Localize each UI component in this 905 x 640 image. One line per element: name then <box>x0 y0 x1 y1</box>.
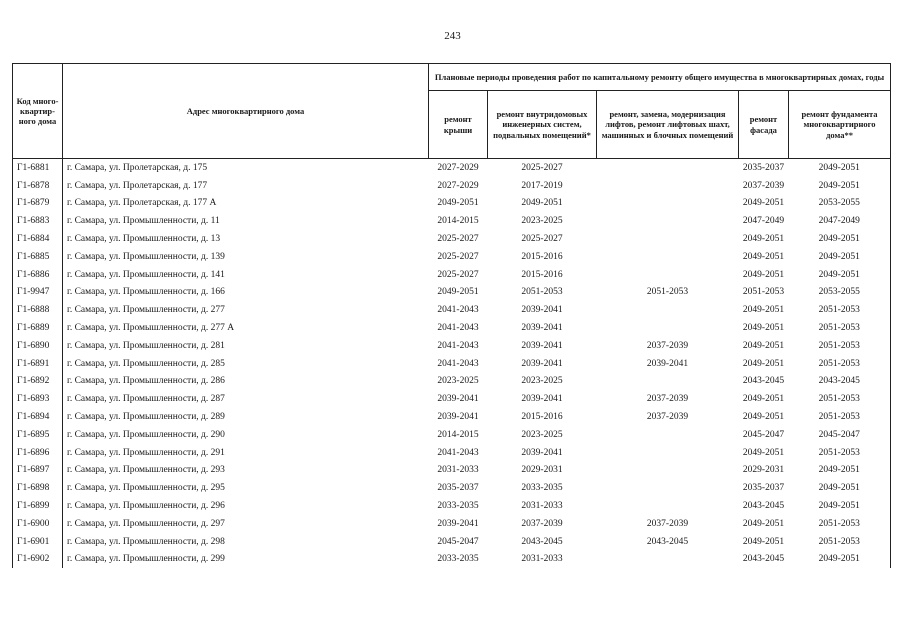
cell-roof: 2033-2035 <box>437 554 479 565</box>
table-row <box>13 337 891 355</box>
cell-systems: 2039-2041 <box>521 323 563 334</box>
cell-code: Г1-6894 <box>13 408 63 426</box>
table-row <box>13 284 891 302</box>
table-row <box>13 248 891 266</box>
cell-code: Г1-6892 <box>13 373 63 391</box>
table-row <box>13 408 891 426</box>
cell-code: Г1-6885 <box>13 248 63 266</box>
cell-systems: 2023-2025 <box>521 216 563 227</box>
cell-code: Г1-6898 <box>13 479 63 497</box>
cell-systems: 2039-2041 <box>521 447 563 458</box>
cell-roof: 2049-2051 <box>437 198 479 209</box>
cell-code: Г1-6881 <box>13 159 63 177</box>
cell-facade: 2049-2051 <box>742 412 785 423</box>
table-row <box>13 212 891 230</box>
cell-code: Г1-6901 <box>13 533 63 551</box>
cell-foundation: 2051-2053 <box>789 533 891 551</box>
cell-facade: 2049-2051 <box>742 323 785 334</box>
cell-address: г. Самара, ул. Промышленности, д. 289 <box>63 408 429 426</box>
cell-systems: 2023-2025 <box>521 376 563 387</box>
cell-address: г. Самара, ул. Промышленности, д. 291 <box>63 444 429 462</box>
cell-address: г. Самара, ул. Промышленности, д. 293 <box>63 462 429 480</box>
cell-roof: 2033-2035 <box>437 501 479 512</box>
cell-facade: 2035-2037 <box>742 162 785 173</box>
cell-facade: 2049-2051 <box>742 358 785 369</box>
cell-foundation: 2049-2051 <box>789 266 891 284</box>
header-code: Код много-квартир-ного дома <box>13 64 63 159</box>
cell-code: Г1-6888 <box>13 301 63 319</box>
cell-address: г. Самара, ул. Промышленности, д. 139 <box>63 248 429 266</box>
cell-roof: 2041-2043 <box>437 447 479 458</box>
cell-lifts <box>597 444 739 462</box>
table-row <box>13 301 891 319</box>
cell-address: г. Самара, ул. Промышленности, д. 295 <box>63 479 429 497</box>
cell-systems: 2039-2041 <box>521 305 563 316</box>
cell-code: Г1-6896 <box>13 444 63 462</box>
cell-address: г. Самара, ул. Промышленности, д. 281 <box>63 337 429 355</box>
cell-lifts <box>597 462 739 480</box>
cell-systems: 2023-2025 <box>521 429 563 440</box>
table-row <box>13 551 891 569</box>
cell-lifts <box>597 230 739 248</box>
cell-foundation: 2053-2055 <box>789 195 891 213</box>
cell-foundation: 2051-2053 <box>789 301 891 319</box>
cell-code: Г1-6886 <box>13 266 63 284</box>
cell-lifts <box>597 497 739 515</box>
cell-roof: 2035-2037 <box>437 483 479 494</box>
cell-foundation: 2053-2055 <box>789 284 891 302</box>
header-systems: ремонт внутридомовых инженерных систем, подвальных помещений* <box>488 91 597 159</box>
cell-code: Г1-6879 <box>13 195 63 213</box>
cell-roof: 2045-2047 <box>437 536 479 547</box>
header-lifts: ремонт, замена, модернизация лифтов, ремонт лифтовых шахт, машинных и блочных помещений <box>597 91 739 159</box>
cell-foundation: 2049-2051 <box>789 230 891 248</box>
cell-code: Г1-6899 <box>13 497 63 515</box>
cell-foundation: 2045-2047 <box>789 426 891 444</box>
table-header <box>13 64 891 159</box>
cell-lifts: 2043-2045 <box>646 536 689 547</box>
cell-systems: 2051-2053 <box>521 287 563 298</box>
cell-address: г. Самара, ул. Промышленности, д. 11 <box>63 212 429 230</box>
table-body <box>13 159 891 569</box>
header-periods-group: Плановые периоды проведения работ по капитальному ремонту общего имущества в многоквартирных домах, годы <box>429 64 891 91</box>
cell-facade: 2035-2037 <box>742 483 785 494</box>
table-row <box>13 319 891 337</box>
cell-systems: 2039-2041 <box>521 340 563 351</box>
cell-systems: 2015-2016 <box>521 251 563 262</box>
table-row <box>13 230 891 248</box>
cell-roof: 2031-2033 <box>437 465 479 476</box>
cell-code: Г1-6897 <box>13 462 63 480</box>
cell-code: Г1-6902 <box>13 551 63 569</box>
cell-address: г. Самара, ул. Промышленности, д. 297 <box>63 515 429 533</box>
cell-facade: 2047-2049 <box>742 216 785 227</box>
cell-lifts: 2039-2041 <box>646 358 689 369</box>
cell-facade: 2051-2053 <box>742 287 785 298</box>
cell-roof: 2025-2027 <box>437 269 479 280</box>
cell-systems: 2031-2033 <box>521 501 563 512</box>
cell-systems: 2033-2035 <box>521 483 563 494</box>
cell-foundation: 2043-2045 <box>789 373 891 391</box>
cell-roof: 2041-2043 <box>437 340 479 351</box>
cell-address: г. Самара, ул. Пролетарская, д. 177 А <box>63 195 429 213</box>
cell-lifts <box>597 266 739 284</box>
cell-lifts <box>597 426 739 444</box>
header-facade: ремонт фасада <box>739 91 789 159</box>
cell-address: г. Самара, ул. Промышленности, д. 296 <box>63 497 429 515</box>
header-foundation: ремонт фундамента многоквартирного дома** <box>789 91 891 159</box>
cell-roof: 2027-2029 <box>437 180 479 191</box>
cell-lifts <box>597 551 739 569</box>
cell-lifts <box>597 195 739 213</box>
cell-lifts: 2037-2039 <box>646 412 689 423</box>
cell-systems: 2043-2045 <box>521 536 563 547</box>
cell-facade: 2043-2045 <box>742 554 785 565</box>
table-row <box>13 444 891 462</box>
cell-lifts <box>597 248 739 266</box>
cell-lifts <box>597 177 739 195</box>
header-address: Адрес многоквартирного дома <box>63 64 429 159</box>
table-row <box>13 373 891 391</box>
cell-lifts <box>597 479 739 497</box>
table-row <box>13 462 891 480</box>
table-row <box>13 515 891 533</box>
cell-roof: 2049-2051 <box>437 287 479 298</box>
cell-foundation: 2051-2053 <box>789 319 891 337</box>
table-row <box>13 390 891 408</box>
cell-systems: 2015-2016 <box>521 269 563 280</box>
cell-code: Г1-6890 <box>13 337 63 355</box>
cell-facade: 2049-2051 <box>742 394 785 405</box>
cell-code: Г1-6895 <box>13 426 63 444</box>
cell-foundation: 2049-2051 <box>789 248 891 266</box>
cell-address: г. Самара, ул. Промышленности, д. 285 <box>63 355 429 373</box>
table-row <box>13 479 891 497</box>
cell-code: Г1-6884 <box>13 230 63 248</box>
cell-code: Г1-6900 <box>13 515 63 533</box>
cell-address: г. Самара, ул. Промышленности, д. 277 А <box>63 319 429 337</box>
cell-systems: 2031-2033 <box>521 554 563 565</box>
cell-roof: 2023-2025 <box>437 376 479 387</box>
cell-lifts: 2037-2039 <box>646 394 689 405</box>
cell-lifts <box>597 319 739 337</box>
cell-foundation: 2049-2051 <box>789 551 891 569</box>
cell-systems: 2017-2019 <box>521 180 563 191</box>
cell-facade: 2043-2045 <box>742 376 785 387</box>
cell-facade: 2037-2039 <box>742 180 785 191</box>
cell-code: Г1-6878 <box>13 177 63 195</box>
cell-foundation: 2051-2053 <box>789 408 891 426</box>
cell-foundation: 2049-2051 <box>789 177 891 195</box>
cell-lifts <box>597 373 739 391</box>
cell-foundation: 2051-2053 <box>789 515 891 533</box>
cell-address: г. Самара, ул. Промышленности, д. 299 <box>63 551 429 569</box>
table-row <box>13 177 891 195</box>
cell-facade: 2029-2031 <box>742 465 785 476</box>
cell-foundation: 2049-2051 <box>789 497 891 515</box>
cell-roof: 2027-2029 <box>437 162 479 173</box>
cell-roof: 2039-2041 <box>437 394 479 405</box>
cell-facade: 2049-2051 <box>742 536 785 547</box>
cell-address: г. Самара, ул. Промышленности, д. 290 <box>63 426 429 444</box>
cell-roof: 2039-2041 <box>437 412 479 423</box>
cell-systems: 2015-2016 <box>521 412 563 423</box>
cell-roof: 2014-2015 <box>437 429 479 440</box>
table-row <box>13 266 891 284</box>
cell-roof: 2025-2027 <box>437 251 479 262</box>
cell-systems: 2029-2031 <box>521 465 563 476</box>
repair-plan-table <box>12 63 891 568</box>
cell-code: Г1-6891 <box>13 355 63 373</box>
header-roof: ремонт крыши <box>429 91 488 159</box>
cell-facade: 2049-2051 <box>742 305 785 316</box>
cell-foundation: 2051-2053 <box>789 355 891 373</box>
cell-foundation: 2051-2053 <box>789 337 891 355</box>
cell-systems: 2039-2041 <box>521 394 563 405</box>
cell-address: г. Самара, ул. Промышленности, д. 287 <box>63 390 429 408</box>
cell-foundation: 2049-2051 <box>789 159 891 177</box>
cell-systems: 2025-2027 <box>521 162 563 173</box>
cell-address: г. Самара, ул. Промышленности, д. 298 <box>63 533 429 551</box>
table-row <box>13 159 891 177</box>
cell-roof: 2025-2027 <box>437 234 479 245</box>
cell-facade: 2049-2051 <box>742 269 785 280</box>
table-row <box>13 497 891 515</box>
cell-foundation: 2047-2049 <box>789 212 891 230</box>
cell-foundation: 2049-2051 <box>789 479 891 497</box>
cell-address: г. Самара, ул. Промышленности, д. 166 <box>63 284 429 302</box>
cell-lifts <box>597 301 739 319</box>
cell-roof: 2014-2015 <box>437 216 479 227</box>
cell-address: г. Самара, ул. Промышленности, д. 141 <box>63 266 429 284</box>
cell-facade: 2043-2045 <box>742 501 785 512</box>
cell-lifts: 2037-2039 <box>646 340 689 351</box>
cell-systems: 2049-2051 <box>521 198 563 209</box>
table-row <box>13 195 891 213</box>
cell-address: г. Самара, ул. Пролетарская, д. 175 <box>63 159 429 177</box>
cell-foundation: 2051-2053 <box>789 390 891 408</box>
cell-facade: 2049-2051 <box>742 234 785 245</box>
cell-code: Г1-6893 <box>13 390 63 408</box>
cell-lifts: 2037-2039 <box>646 518 689 529</box>
cell-systems: 2039-2041 <box>521 358 563 369</box>
cell-address: г. Самара, ул. Промышленности, д. 286 <box>63 373 429 391</box>
cell-facade: 2049-2051 <box>742 447 785 458</box>
cell-systems: 2025-2027 <box>521 234 563 245</box>
cell-lifts: 2051-2053 <box>646 287 689 298</box>
cell-address: г. Самара, ул. Пролетарская, д. 177 <box>63 177 429 195</box>
cell-facade: 2049-2051 <box>742 340 785 351</box>
cell-facade: 2049-2051 <box>742 518 785 529</box>
cell-roof: 2041-2043 <box>437 323 479 334</box>
cell-roof: 2041-2043 <box>437 305 479 316</box>
table-row <box>13 355 891 373</box>
cell-foundation: 2049-2051 <box>789 462 891 480</box>
cell-lifts <box>597 159 739 177</box>
cell-code: Г1-9947 <box>13 284 63 302</box>
table-row <box>13 533 891 551</box>
table-row <box>13 426 891 444</box>
cell-systems: 2037-2039 <box>521 518 563 529</box>
cell-address: г. Самара, ул. Промышленности, д. 13 <box>63 230 429 248</box>
cell-facade: 2049-2051 <box>742 198 785 209</box>
cell-code: Г1-6883 <box>13 212 63 230</box>
cell-code: Г1-6889 <box>13 319 63 337</box>
cell-lifts <box>597 212 739 230</box>
cell-facade: 2045-2047 <box>742 429 785 440</box>
cell-roof: 2041-2043 <box>437 358 479 369</box>
cell-facade: 2049-2051 <box>742 251 785 262</box>
cell-address: г. Самара, ул. Промышленности, д. 277 <box>63 301 429 319</box>
cell-foundation: 2051-2053 <box>789 444 891 462</box>
page-number: 243 <box>444 30 461 42</box>
cell-roof: 2039-2041 <box>437 518 479 529</box>
